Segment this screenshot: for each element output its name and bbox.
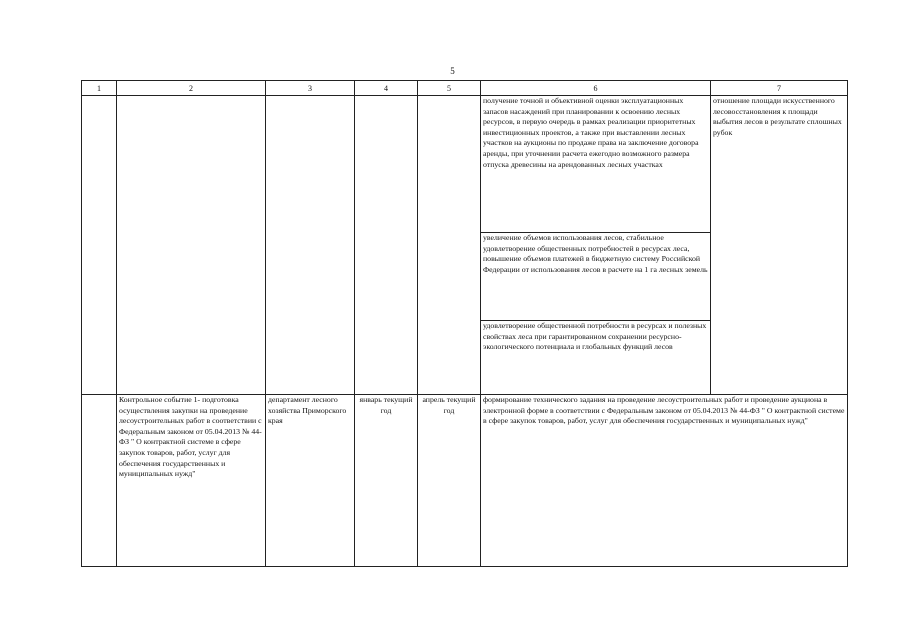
end-cell — [418, 395, 481, 567]
executor-text: департамент лесного хозяйства Приморского края — [268, 395, 347, 426]
header-cell-6: 6 — [481, 81, 711, 96]
control-result-text: формирование технического задания на проведение лесоустроительных работ и проведение аукциона в электронной форме в соответствии с Федеральным законом от 05.04.2013 № 44-ФЗ " О контрактной системе в сфере закупок товаров, работ, услуг для обеспечения государственных и муниципальных нужд" — [483, 395, 845, 426]
header-cell-1: 1 — [82, 81, 117, 96]
indicator-text: отношение площади искусственного лесовосстановления к площади выбытия лесов в результате сплошных рубок — [713, 96, 842, 137]
header-cell-4: 4 — [355, 81, 418, 96]
result-text-2: увеличение объемов использования лесов, стабильное удовлетворение общественных потребностей в ресурсах леса, повышение объемов платежей в бюджетную систему Российской Федерации от использования лесов в расчете на 1 га лесных земель — [483, 233, 708, 274]
result-cell-3 — [481, 321, 711, 395]
start-text: январь текущий год — [359, 395, 413, 415]
control-result-cell — [481, 395, 848, 567]
row-b-col1 — [82, 395, 117, 567]
result-text-3: удовлетворение общественной потребности в ресурсах и полезных свойствах леса при гарантированном сохранении ресурсно-экологического потенциала и глобальных функций лесов — [483, 321, 707, 352]
start-cell — [355, 395, 418, 567]
result-cell-2 — [481, 233, 711, 321]
header-cell-7: 7 — [711, 81, 848, 96]
table-row — [82, 96, 848, 233]
empty-cell — [117, 96, 266, 395]
empty-cell — [418, 96, 481, 395]
executor-cell — [266, 395, 355, 567]
page-number: 5 — [450, 66, 455, 76]
indicator-cell — [711, 96, 848, 395]
end-text: апрель текущий год — [422, 395, 476, 415]
empty-cell — [266, 96, 355, 395]
header-cell-2: 2 — [117, 81, 266, 96]
empty-cell — [355, 96, 418, 395]
header-row — [82, 81, 848, 96]
empty-cell — [82, 96, 117, 395]
result-text-1: получение точной и объективной оценки эксплуатационных запасов насаждений при планировании к освоению лесных ресурсов, в первую очередь в рамках реализации приоритетных инвестиционных проектов, а также при выставлении лесных участков на аукционы по продаже права на заключение договора аренды, при уточнении расчета ежегодно возможного размера отпуска древесины на арендованных лесных участках — [483, 96, 699, 169]
event-cell — [117, 395, 266, 567]
plan-table — [81, 80, 848, 567]
table-row — [82, 395, 848, 567]
event-text: Контрольное событие 1- подготовка осуществления закупки на проведение лесоустроительных работ в соответствии с Федеральным законом от 05.04.2013 № 44-ФЗ " О контрактной системе в сфере закупок товаров, работ, услуг для обеспечения государственных и муниципальных нужд" — [119, 395, 262, 479]
header-cell-3: 3 — [266, 81, 355, 96]
header-cell-5: 5 — [418, 81, 481, 96]
result-cell-1 — [481, 96, 711, 233]
